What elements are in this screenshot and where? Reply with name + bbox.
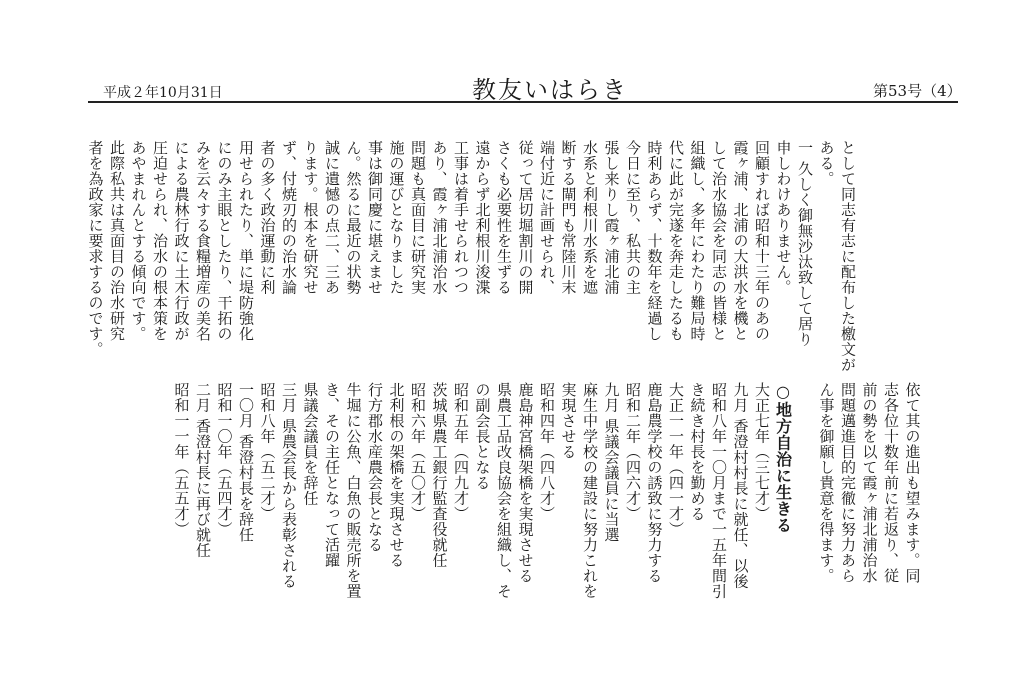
text-column: 志各位十数年前に若返り、従: [882, 382, 900, 584]
text-column: 行方郡水産農会長となる: [366, 382, 384, 553]
text-column: 張し来りし霞ヶ浦北浦: [602, 140, 621, 295]
text-column: 誠に遺憾の点二、三あ: [323, 140, 341, 295]
text-column: あり、霞ヶ浦北浦治水: [430, 140, 449, 295]
text-column: あやまれんとする傾向です。: [129, 140, 148, 342]
text-column: 依て其の進出も望みます。同: [903, 382, 922, 584]
text-column: 昭和八年一〇月まで一五年間引: [710, 382, 728, 599]
text-column: 此際私共は真面目の治水研究: [108, 140, 126, 342]
text-column: 前の勢を以て霞ヶ浦北浦治水: [860, 382, 879, 584]
text-column: 麻生中学校の建設に努力これを: [581, 382, 599, 599]
column-gap: [794, 382, 816, 672]
text-column: 大正七年（三七才）: [753, 382, 771, 522]
text-column: 時利あらず、十数年を経過し: [645, 140, 664, 342]
text-column: 大正一一年（四一才）: [667, 382, 685, 537]
text-column: 施の運びとなりました: [387, 140, 406, 295]
text-column: 牛堀に公魚、白魚の販売所を置: [344, 382, 363, 599]
text-column: 今日に至り、私共の主: [624, 140, 642, 295]
text-column: 者の多く政治運動に利: [258, 140, 277, 295]
text-column: ず、付焼刃的の治水論: [280, 140, 298, 295]
text-column: 昭和二年（四六才）: [624, 382, 642, 522]
text-column: として同志有志に配布した檄文が: [839, 140, 857, 373]
text-column: 事は御同慶に堪えませ: [366, 140, 384, 295]
text-column: 端付近に計画せられ、: [538, 140, 556, 295]
text-column: 三月 県農会長から表彰される: [280, 382, 298, 589]
text-column: 県議会議員を辞任: [301, 382, 320, 506]
text-column: き続き村長を勤める: [688, 382, 707, 522]
text-column: 九月 香澄村村長に就任、以後: [731, 382, 750, 589]
text-column: 鹿島神宮橋架橋を実現させる: [516, 382, 535, 584]
text-column: 県農工品改良協会を組織し、そ: [495, 382, 513, 599]
text-column: の副会長となる: [473, 382, 492, 491]
text-column: 昭和四年（四八才）: [538, 382, 556, 522]
issue-date: 平成２年10月31日: [103, 85, 223, 101]
text-column: ん。然るに最近の状勢: [344, 140, 363, 295]
text-column: による農林行政に土木行政が: [172, 140, 191, 342]
text-column: にのみ主眼としたり、干拓の: [215, 140, 234, 342]
text-column: して治水協会を同志の皆様と: [710, 140, 728, 342]
text-column: ります。根本を研究せ: [301, 140, 320, 295]
text-column: 霞ヶ浦、北浦の大洪水を機と: [731, 140, 750, 342]
text-column: 昭和六年（五〇才）: [409, 382, 427, 522]
text-column: 工事は着手せられつつ: [452, 140, 470, 295]
text-column: 用せられたり、単に堤防強化: [237, 140, 255, 342]
issue-number: 第53号（4）: [873, 82, 962, 100]
text-column: 鹿島農学校の誘致に努力する: [645, 382, 664, 584]
text-column: 実現させる: [559, 382, 578, 460]
text-column: 者を為政家に要求するのです。: [86, 140, 105, 357]
text-column: 昭和五年（四九才）: [452, 382, 470, 522]
text-column: 申しわけありません。: [774, 140, 793, 295]
text-column: 水系と利根川水系を遮: [581, 140, 599, 295]
text-column: 茨城県農工銀行監査役就任: [430, 382, 449, 568]
text-column: 北利根の架橋を実現させる: [387, 382, 406, 568]
text-column: 昭和一〇年（五四才）: [215, 382, 234, 537]
text-column: 圧迫せられ、治水の根本策を: [151, 140, 169, 342]
text-column: 回顧すれば昭和十三年のあの: [753, 140, 771, 342]
text-column: 一 久しく御無沙汰致して居り: [796, 140, 814, 347]
text-column: ある。: [817, 140, 836, 187]
text-column: みを云々する食糧増産の美名: [194, 140, 212, 342]
text-column: 九月 県議会議員に当選: [602, 382, 621, 543]
header-rule: [88, 101, 958, 103]
text-column: さくも必要性を生ずる: [495, 140, 513, 295]
text-column: 昭和一一年（五五才）: [172, 382, 191, 537]
text-column: 遠からず北利根川浚渫: [473, 140, 492, 295]
text-column: ん事を御願し貴意を得ます。: [817, 382, 836, 584]
text-column: 組織し、多年にわたり難局時: [688, 140, 707, 342]
lower-text-block: [170, 382, 923, 672]
text-column: 二月 香澄村長に再び就任: [194, 382, 212, 558]
section-heading: ○地方自治に生きる: [773, 382, 793, 534]
text-column: 一〇月 香澄村長を辞任: [237, 382, 255, 543]
text-column: 従って居切堀割川の開: [516, 140, 535, 295]
text-column: 問題も真面目に研究実: [409, 140, 427, 295]
text-column: 代に此が完遂を奔走したるも: [667, 140, 685, 342]
newspaper-title: 教友いはらき: [472, 76, 628, 104]
text-column: き、その主任となって活躍: [323, 382, 341, 568]
upper-text-block: [84, 140, 858, 380]
text-column: 問題邁進目的完徹に努力あら: [839, 382, 857, 584]
text-column: 昭和八年（五二才）: [258, 382, 277, 522]
text-column: 断する閘門も常陸川末: [559, 140, 578, 295]
